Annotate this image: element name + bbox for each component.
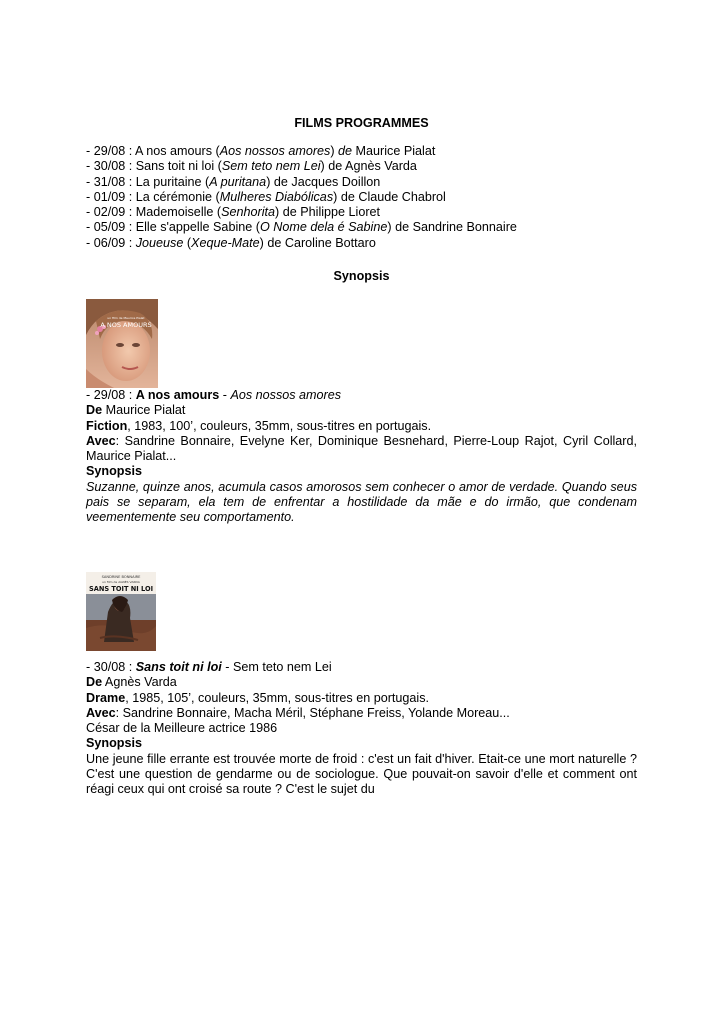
programme-item: - 06/09 : Joueuse (Xeque-Mate) de Caroline Bottaro: [86, 235, 376, 250]
film-cast: Avec: Sandrine Bonnaire, Evelyne Ker, Dominique Besnehard, Pierre-Loup Rajot, Cyril Collard, Maurice Pialat...: [86, 433, 637, 464]
film-synopsis-text: Une jeune fille errante est trouvée morte de froid : c'est un fait d'hiver. Etait-ce une mort naturelle ? C'est une question de gendarme ou de sociologue. Que pouvait-on savoir d'elle et comment ont réagi ceux qui ont croisé sa route ? C'est le sujet du: [86, 751, 637, 797]
poster-a-nos-amours: [86, 299, 158, 388]
film-director-line: De Maurice Pialat: [86, 403, 186, 418]
poster-actor-text: SANDRINE BONNAIRE: [101, 575, 141, 579]
film-director-line: De Agnès Varda: [86, 675, 177, 690]
poster-sans-toit-ni-loi: [86, 572, 156, 651]
film-title-line: - 30/08 : Sans toit ni loi - Sem teto nem Lei: [86, 660, 332, 674]
poster-image: [86, 572, 156, 651]
film-synopsis-label: Synopsis: [86, 736, 142, 751]
synopsis-heading: Synopsis: [333, 269, 390, 283]
film-title-line: - 29/08 : A nos amours - Aos nossos amores: [86, 388, 342, 402]
programme-item: - 29/08 : A nos amours (Aos nossos amores) de Maurice Pialat: [86, 144, 436, 158]
page-title: FILMS PROGRAMMES: [294, 116, 429, 130]
film-entry-a-nos-amours: [86, 388, 637, 526]
programme-item: - 31/08 : La puritaine (A puritana) de Jacques Doillon: [86, 174, 381, 189]
film-details-line: Fiction, 1983, 100’, couleurs, 35mm, sous-titres en portugais.: [86, 418, 432, 433]
film-details-line: Drame, 1985, 105’, couleurs, 35mm, sous-titres en portugais.: [86, 690, 430, 705]
programme-item: - 01/09 : La cérémonie (Mulheres Diabólicas) de Claude Chabrol: [86, 189, 446, 204]
poster-title-text: SANS TOIT NI LOI: [88, 585, 154, 593]
programme-item: - 05/09 : Elle s'appelle Sabine (O Nome dela é Sabine) de Sandrine Bonnaire: [86, 220, 517, 235]
film-cast: Avec: Sandrine Bonnaire, Macha Méril, Stéphane Freiss, Yolande Moreau...: [86, 705, 510, 720]
film-award: César de la Meilleure actrice 1986: [86, 721, 278, 736]
poster-image: [86, 299, 158, 388]
poster-credit-text: un film de AGNÈS VARDA: [102, 580, 140, 584]
programme-item: - 02/09 : Mademoiselle (Senhorita) de Philippe Lioret: [86, 205, 381, 220]
film-synopsis-label: Synopsis: [86, 464, 142, 479]
programme-item: - 30/08 : Sans toit ni loi (Sem teto nem Lei) de Agnès Varda: [86, 159, 417, 174]
programme-list: [86, 144, 637, 251]
film-synopsis-text: Suzanne, quinze anos, acumula casos amorosos sem conhecer o amor de verdade. Quando seus pais se separam, ela tem de enfrentar a hostilidade da mãe e do irmão, que condenam veementemente seu comportamento.: [86, 479, 637, 525]
poster-credit-text: un film de Maurice Pialat: [107, 316, 145, 320]
poster-title-text: A NOS AMOURS: [100, 321, 152, 329]
film-entry-sans-toit-ni-loi: [86, 660, 637, 798]
